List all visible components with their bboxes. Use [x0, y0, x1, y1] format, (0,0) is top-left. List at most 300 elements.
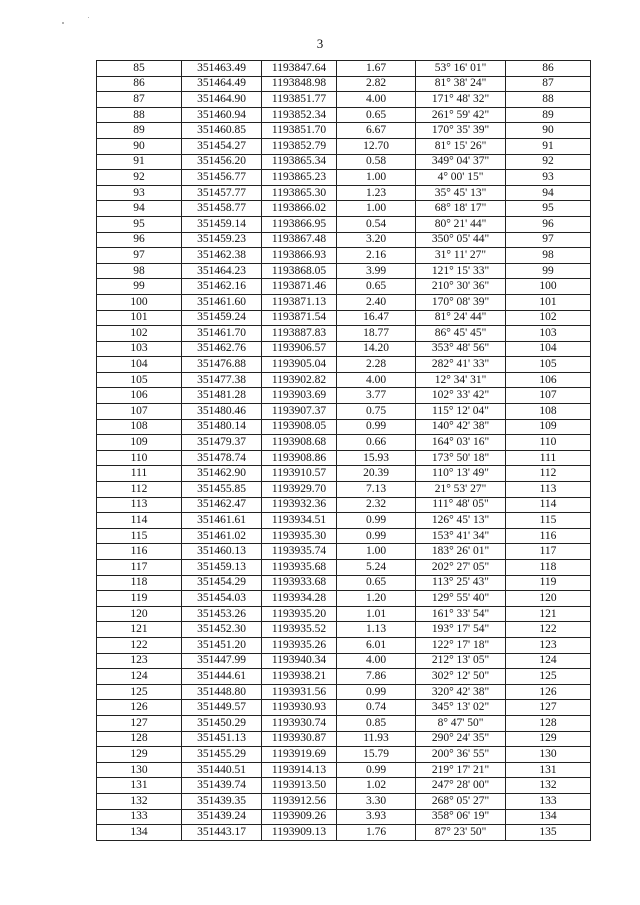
- point-to-cell: 126: [506, 684, 591, 700]
- bearing-cell: 261° 59' 42": [416, 107, 506, 123]
- x-coordinate-cell: 351453.26: [182, 606, 262, 622]
- x-coordinate-cell: 351440.51: [182, 762, 262, 778]
- bearing-cell: 350° 05' 44": [416, 232, 506, 248]
- point-to-cell: 112: [506, 466, 591, 482]
- y-coordinate-cell: 1193871.13: [262, 294, 337, 310]
- bearing-cell: 200° 36' 55": [416, 747, 506, 763]
- distance-cell: 1.02: [337, 778, 416, 794]
- x-coordinate-cell: 351456.20: [182, 154, 262, 170]
- point-to-cell: 102: [506, 310, 591, 326]
- x-coordinate-cell: 351464.23: [182, 263, 262, 279]
- point-to-cell: 127: [506, 700, 591, 716]
- point-to-cell: 111: [506, 450, 591, 466]
- point-to-cell: 108: [506, 404, 591, 420]
- y-coordinate-cell: 1193851.70: [262, 123, 337, 139]
- bearing-cell: 12° 34' 31": [416, 372, 506, 388]
- bearing-cell: 53° 16' 01": [416, 61, 506, 77]
- y-coordinate-cell: 1193914.13: [262, 762, 337, 778]
- point-from-cell: 106: [97, 388, 182, 404]
- point-to-cell: 130: [506, 747, 591, 763]
- x-coordinate-cell: 351454.27: [182, 138, 262, 154]
- y-coordinate-cell: 1193919.69: [262, 747, 337, 763]
- x-coordinate-cell: 351439.35: [182, 793, 262, 809]
- point-to-cell: 95: [506, 201, 591, 217]
- point-to-cell: 91: [506, 138, 591, 154]
- distance-cell: 2.40: [337, 294, 416, 310]
- bearing-cell: 173° 50' 18": [416, 450, 506, 466]
- point-from-cell: 131: [97, 778, 182, 794]
- bearing-cell: 87° 23' 50": [416, 825, 506, 841]
- y-coordinate-cell: 1193867.48: [262, 232, 337, 248]
- distance-cell: 1.13: [337, 622, 416, 638]
- point-from-cell: 88: [97, 107, 182, 123]
- bearing-cell: 302° 12' 50": [416, 669, 506, 685]
- distance-cell: 20.39: [337, 466, 416, 482]
- table-row: [97, 232, 591, 248]
- distance-cell: 0.75: [337, 404, 416, 420]
- bearing-cell: 113° 25' 43": [416, 575, 506, 591]
- point-from-cell: 122: [97, 637, 182, 653]
- point-from-cell: 110: [97, 450, 182, 466]
- table-row: [97, 575, 591, 591]
- point-from-cell: 123: [97, 653, 182, 669]
- table-row: [97, 528, 591, 544]
- y-coordinate-cell: 1193912.56: [262, 793, 337, 809]
- distance-cell: 4.00: [337, 653, 416, 669]
- bearing-cell: 358° 06' 19": [416, 809, 506, 825]
- point-to-cell: 88: [506, 92, 591, 108]
- table-row: [97, 825, 591, 841]
- y-coordinate-cell: 1193935.68: [262, 560, 337, 576]
- point-to-cell: 97: [506, 232, 591, 248]
- y-coordinate-cell: 1193940.34: [262, 653, 337, 669]
- bearing-cell: 140° 42' 38": [416, 419, 506, 435]
- point-to-cell: 131: [506, 762, 591, 778]
- y-coordinate-cell: 1193868.05: [262, 263, 337, 279]
- bearing-cell: 202° 27' 05": [416, 560, 506, 576]
- y-coordinate-cell: 1193931.56: [262, 684, 337, 700]
- bearing-cell: 153° 41' 34": [416, 528, 506, 544]
- point-from-cell: 133: [97, 809, 182, 825]
- y-coordinate-cell: 1193929.70: [262, 482, 337, 498]
- table-row: [97, 404, 591, 420]
- bearing-cell: 21° 53' 27": [416, 482, 506, 498]
- table-row: [97, 544, 591, 560]
- distance-cell: 5.24: [337, 560, 416, 576]
- bearing-cell: 268° 05' 27": [416, 793, 506, 809]
- bearing-cell: 110° 13' 49": [416, 466, 506, 482]
- y-coordinate-cell: 1193930.74: [262, 715, 337, 731]
- x-coordinate-cell: 351439.74: [182, 778, 262, 794]
- point-to-cell: 104: [506, 341, 591, 357]
- y-coordinate-cell: 1193938.21: [262, 669, 337, 685]
- point-to-cell: 92: [506, 154, 591, 170]
- x-coordinate-cell: 351461.60: [182, 294, 262, 310]
- table-row: [97, 466, 591, 482]
- point-from-cell: 130: [97, 762, 182, 778]
- distance-cell: 1.20: [337, 591, 416, 607]
- table-row: [97, 762, 591, 778]
- x-coordinate-cell: 351460.85: [182, 123, 262, 139]
- x-coordinate-cell: 351454.03: [182, 591, 262, 607]
- point-to-cell: 121: [506, 606, 591, 622]
- point-from-cell: 118: [97, 575, 182, 591]
- table-row: [97, 637, 591, 653]
- point-from-cell: 97: [97, 248, 182, 264]
- y-coordinate-cell: 1193913.50: [262, 778, 337, 794]
- y-coordinate-cell: 1193907.37: [262, 404, 337, 420]
- x-coordinate-cell: 351458.77: [182, 201, 262, 217]
- point-from-cell: 119: [97, 591, 182, 607]
- distance-cell: 3.77: [337, 388, 416, 404]
- x-coordinate-cell: 351460.13: [182, 544, 262, 560]
- y-coordinate-cell: 1193909.13: [262, 825, 337, 841]
- point-from-cell: 108: [97, 419, 182, 435]
- table-body: [97, 61, 591, 841]
- point-to-cell: 116: [506, 528, 591, 544]
- point-from-cell: 124: [97, 669, 182, 685]
- y-coordinate-cell: 1193908.68: [262, 435, 337, 451]
- distance-cell: 0.65: [337, 575, 416, 591]
- table-row: [97, 778, 591, 794]
- distance-cell: 4.00: [337, 92, 416, 108]
- point-from-cell: 87: [97, 92, 182, 108]
- table-row: [97, 560, 591, 576]
- table-row: [97, 294, 591, 310]
- y-coordinate-cell: 1193934.51: [262, 513, 337, 529]
- point-to-cell: 122: [506, 622, 591, 638]
- table-row: [97, 123, 591, 139]
- distance-cell: 15.79: [337, 747, 416, 763]
- y-coordinate-cell: 1193866.95: [262, 216, 337, 232]
- point-from-cell: 95: [97, 216, 182, 232]
- table-row: [97, 248, 591, 264]
- scan-speck: [88, 17, 89, 18]
- bearing-cell: 81° 15' 26": [416, 138, 506, 154]
- bearing-cell: 247° 28' 00": [416, 778, 506, 794]
- table-row: [97, 653, 591, 669]
- table-row: [97, 606, 591, 622]
- distance-cell: 1.23: [337, 185, 416, 201]
- table-row: [97, 185, 591, 201]
- point-from-cell: 114: [97, 513, 182, 529]
- bearing-cell: 290° 24' 35": [416, 731, 506, 747]
- table-row: [97, 809, 591, 825]
- bearing-cell: 345° 13' 02": [416, 700, 506, 716]
- table-row: [97, 700, 591, 716]
- point-from-cell: 99: [97, 279, 182, 295]
- distance-cell: 0.58: [337, 154, 416, 170]
- point-from-cell: 104: [97, 357, 182, 373]
- bearing-cell: 210° 30' 36": [416, 279, 506, 295]
- distance-cell: 2.82: [337, 76, 416, 92]
- y-coordinate-cell: 1193871.54: [262, 310, 337, 326]
- point-to-cell: 107: [506, 388, 591, 404]
- distance-cell: 0.99: [337, 762, 416, 778]
- point-from-cell: 132: [97, 793, 182, 809]
- point-from-cell: 113: [97, 497, 182, 513]
- bearing-cell: 164° 03' 16": [416, 435, 506, 451]
- point-to-cell: 119: [506, 575, 591, 591]
- bearing-cell: 115° 12' 04": [416, 404, 506, 420]
- point-to-cell: 135: [506, 825, 591, 841]
- point-to-cell: 117: [506, 544, 591, 560]
- distance-cell: 15.93: [337, 450, 416, 466]
- x-coordinate-cell: 351462.47: [182, 497, 262, 513]
- table-row: [97, 622, 591, 638]
- table-row: [97, 419, 591, 435]
- bearing-cell: 126° 45' 13": [416, 513, 506, 529]
- distance-cell: 0.99: [337, 528, 416, 544]
- point-to-cell: 134: [506, 809, 591, 825]
- point-from-cell: 85: [97, 61, 182, 77]
- point-from-cell: 116: [97, 544, 182, 560]
- distance-cell: 11.93: [337, 731, 416, 747]
- y-coordinate-cell: 1193935.74: [262, 544, 337, 560]
- point-to-cell: 113: [506, 482, 591, 498]
- y-coordinate-cell: 1193909.26: [262, 809, 337, 825]
- point-to-cell: 106: [506, 372, 591, 388]
- bearing-cell: 170° 08' 39": [416, 294, 506, 310]
- point-to-cell: 101: [506, 294, 591, 310]
- distance-cell: 4.00: [337, 372, 416, 388]
- point-from-cell: 125: [97, 684, 182, 700]
- table-row: [97, 747, 591, 763]
- table-row: [97, 435, 591, 451]
- table-row: [97, 61, 591, 77]
- x-coordinate-cell: 351457.77: [182, 185, 262, 201]
- x-coordinate-cell: 351481.28: [182, 388, 262, 404]
- point-from-cell: 93: [97, 185, 182, 201]
- table-row: [97, 170, 591, 186]
- table-row: [97, 263, 591, 279]
- point-to-cell: 114: [506, 497, 591, 513]
- distance-cell: 3.99: [337, 263, 416, 279]
- table-row: [97, 76, 591, 92]
- x-coordinate-cell: 351443.17: [182, 825, 262, 841]
- point-from-cell: 90: [97, 138, 182, 154]
- point-from-cell: 96: [97, 232, 182, 248]
- bearing-cell: 122° 17' 18": [416, 637, 506, 653]
- y-coordinate-cell: 1193866.02: [262, 201, 337, 217]
- x-coordinate-cell: 351462.16: [182, 279, 262, 295]
- table-row: [97, 341, 591, 357]
- bearing-cell: 171° 48' 32": [416, 92, 506, 108]
- point-to-cell: 103: [506, 326, 591, 342]
- point-from-cell: 105: [97, 372, 182, 388]
- distance-cell: 0.66: [337, 435, 416, 451]
- table-row: [97, 669, 591, 685]
- y-coordinate-cell: 1193930.87: [262, 731, 337, 747]
- x-coordinate-cell: 351461.61: [182, 513, 262, 529]
- point-to-cell: 105: [506, 357, 591, 373]
- point-to-cell: 89: [506, 107, 591, 123]
- y-coordinate-cell: 1193851.77: [262, 92, 337, 108]
- x-coordinate-cell: 351455.29: [182, 747, 262, 763]
- bearing-cell: 86° 45' 45": [416, 326, 506, 342]
- table-row: [97, 684, 591, 700]
- point-from-cell: 127: [97, 715, 182, 731]
- table-row: [97, 388, 591, 404]
- table-row: [97, 154, 591, 170]
- point-from-cell: 115: [97, 528, 182, 544]
- point-to-cell: 110: [506, 435, 591, 451]
- coordinates-table: [96, 60, 591, 841]
- x-coordinate-cell: 351452.30: [182, 622, 262, 638]
- bearing-cell: 212° 13' 05": [416, 653, 506, 669]
- bearing-cell: 320° 42' 38": [416, 684, 506, 700]
- point-to-cell: 129: [506, 731, 591, 747]
- point-from-cell: 111: [97, 466, 182, 482]
- bearing-cell: 8° 47' 50": [416, 715, 506, 731]
- x-coordinate-cell: 351463.49: [182, 61, 262, 77]
- bearing-cell: 219° 17' 21": [416, 762, 506, 778]
- y-coordinate-cell: 1193903.69: [262, 388, 337, 404]
- table-row: [97, 310, 591, 326]
- distance-cell: 2.28: [337, 357, 416, 373]
- table-row: [97, 731, 591, 747]
- x-coordinate-cell: 351480.14: [182, 419, 262, 435]
- x-coordinate-cell: 351480.46: [182, 404, 262, 420]
- x-coordinate-cell: 351478.74: [182, 450, 262, 466]
- bearing-cell: 161° 33' 54": [416, 606, 506, 622]
- y-coordinate-cell: 1193866.93: [262, 248, 337, 264]
- point-from-cell: 92: [97, 170, 182, 186]
- distance-cell: 2.16: [337, 248, 416, 264]
- table-row: [97, 497, 591, 513]
- table-row: [97, 92, 591, 108]
- point-from-cell: 86: [97, 76, 182, 92]
- point-from-cell: 128: [97, 731, 182, 747]
- point-from-cell: 101: [97, 310, 182, 326]
- y-coordinate-cell: 1193847.64: [262, 61, 337, 77]
- x-coordinate-cell: 351479.37: [182, 435, 262, 451]
- point-to-cell: 87: [506, 76, 591, 92]
- y-coordinate-cell: 1193935.26: [262, 637, 337, 653]
- point-to-cell: 100: [506, 279, 591, 295]
- distance-cell: 0.74: [337, 700, 416, 716]
- bearing-cell: 193° 17' 54": [416, 622, 506, 638]
- bearing-cell: 68° 18' 17": [416, 201, 506, 217]
- y-coordinate-cell: 1193902.82: [262, 372, 337, 388]
- bearing-cell: 170° 35' 39": [416, 123, 506, 139]
- table-row: [97, 279, 591, 295]
- point-to-cell: 94: [506, 185, 591, 201]
- table-row: [97, 357, 591, 373]
- distance-cell: 1.76: [337, 825, 416, 841]
- x-coordinate-cell: 351451.20: [182, 637, 262, 653]
- distance-cell: 0.65: [337, 279, 416, 295]
- y-coordinate-cell: 1193887.83: [262, 326, 337, 342]
- distance-cell: 0.54: [337, 216, 416, 232]
- point-from-cell: 107: [97, 404, 182, 420]
- bearing-cell: 81° 24' 44": [416, 310, 506, 326]
- point-from-cell: 91: [97, 154, 182, 170]
- distance-cell: 1.00: [337, 170, 416, 186]
- y-coordinate-cell: 1193908.05: [262, 419, 337, 435]
- x-coordinate-cell: 351450.29: [182, 715, 262, 731]
- x-coordinate-cell: 351462.76: [182, 341, 262, 357]
- y-coordinate-cell: 1193935.30: [262, 528, 337, 544]
- y-coordinate-cell: 1193865.34: [262, 154, 337, 170]
- distance-cell: 3.30: [337, 793, 416, 809]
- scan-speck: [62, 22, 64, 24]
- distance-cell: 18.77: [337, 326, 416, 342]
- distance-cell: 6.67: [337, 123, 416, 139]
- page-number: 3: [316, 36, 324, 51]
- distance-cell: 0.65: [337, 107, 416, 123]
- distance-cell: 1.00: [337, 201, 416, 217]
- x-coordinate-cell: 351464.49: [182, 76, 262, 92]
- point-to-cell: 133: [506, 793, 591, 809]
- distance-cell: 0.85: [337, 715, 416, 731]
- distance-cell: 1.00: [337, 544, 416, 560]
- point-from-cell: 121: [97, 622, 182, 638]
- bearing-cell: 129° 55' 40": [416, 591, 506, 607]
- point-to-cell: 93: [506, 170, 591, 186]
- point-to-cell: 118: [506, 560, 591, 576]
- distance-cell: 6.01: [337, 637, 416, 653]
- table-row: [97, 201, 591, 217]
- y-coordinate-cell: 1193865.23: [262, 170, 337, 186]
- point-to-cell: 99: [506, 263, 591, 279]
- x-coordinate-cell: 351477.38: [182, 372, 262, 388]
- point-from-cell: 102: [97, 326, 182, 342]
- x-coordinate-cell: 351462.90: [182, 466, 262, 482]
- x-coordinate-cell: 351476.88: [182, 357, 262, 373]
- table-row: [97, 450, 591, 466]
- point-to-cell: 109: [506, 419, 591, 435]
- distance-cell: 7.86: [337, 669, 416, 685]
- x-coordinate-cell: 351451.13: [182, 731, 262, 747]
- point-to-cell: 125: [506, 669, 591, 685]
- distance-cell: 7.13: [337, 482, 416, 498]
- table-row: [97, 482, 591, 498]
- point-from-cell: 98: [97, 263, 182, 279]
- x-coordinate-cell: 351447.99: [182, 653, 262, 669]
- y-coordinate-cell: 1193871.46: [262, 279, 337, 295]
- point-to-cell: 96: [506, 216, 591, 232]
- y-coordinate-cell: 1193935.20: [262, 606, 337, 622]
- point-to-cell: 132: [506, 778, 591, 794]
- point-from-cell: 117: [97, 560, 182, 576]
- bearing-cell: 35° 45' 13": [416, 185, 506, 201]
- table-row: [97, 513, 591, 529]
- distance-cell: 0.99: [337, 684, 416, 700]
- y-coordinate-cell: 1193930.93: [262, 700, 337, 716]
- bearing-cell: 80° 21' 44": [416, 216, 506, 232]
- x-coordinate-cell: 351462.38: [182, 248, 262, 264]
- bearing-cell: 121° 15' 33": [416, 263, 506, 279]
- point-to-cell: 124: [506, 653, 591, 669]
- distance-cell: 1.67: [337, 61, 416, 77]
- point-from-cell: 134: [97, 825, 182, 841]
- point-from-cell: 94: [97, 201, 182, 217]
- x-coordinate-cell: 351439.24: [182, 809, 262, 825]
- table-row: [97, 793, 591, 809]
- y-coordinate-cell: 1193932.36: [262, 497, 337, 513]
- table-row: [97, 138, 591, 154]
- point-from-cell: 112: [97, 482, 182, 498]
- x-coordinate-cell: 351464.90: [182, 92, 262, 108]
- distance-cell: 0.99: [337, 513, 416, 529]
- point-to-cell: 120: [506, 591, 591, 607]
- point-to-cell: 123: [506, 637, 591, 653]
- y-coordinate-cell: 1193910.57: [262, 466, 337, 482]
- point-from-cell: 126: [97, 700, 182, 716]
- table-row: [97, 715, 591, 731]
- bearing-cell: 282° 41' 33": [416, 357, 506, 373]
